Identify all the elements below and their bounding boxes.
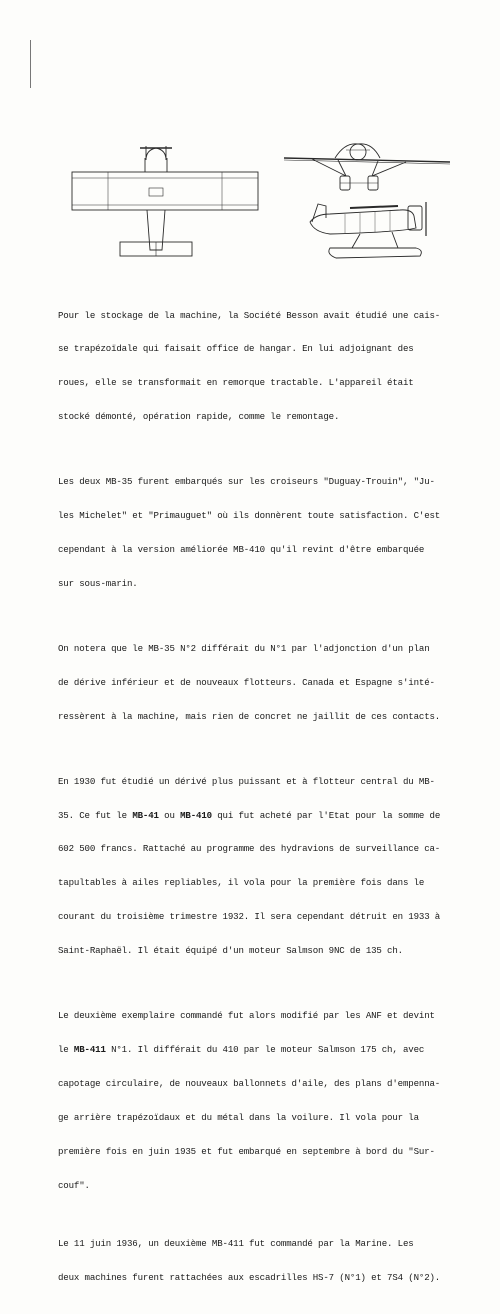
text-line: Les deux MB-35 furent embarqués sur les croiseurs "Duguay-Trouin", "Ju- xyxy=(58,476,435,488)
paragraph-mb35-n2 xyxy=(58,620,466,744)
text-line: de dérive inférieur et de nouveaux flotteurs. Canada et Espagne s'inté- xyxy=(58,676,435,688)
text-line: capotage circulaire, de nouveaux ballonnets d'aile, des plans d'empenna- xyxy=(58,1077,441,1089)
text-line: stocké démonté, opération rapide, comme le remontage. xyxy=(58,411,340,423)
text-line: les Michelet" et "Primauguet" où ils donnèrent toute satisfaction. C'est xyxy=(58,510,441,522)
text-line: 35. Ce fut le MB-41 ou MB-410 qui fut acheté par l'Etat pour la somme de xyxy=(58,809,441,821)
text-line: tapultables à ailes repliables, il vola pour la première fois dans le xyxy=(58,877,425,889)
text-line: Le deuxième exemplaire commandé fut alors modifié par les ANF et devint xyxy=(58,1010,435,1022)
text-line: ge arrière trapézoïdaux et du métal dans la voilure. Il vola pour la xyxy=(58,1111,419,1123)
text-line: En 1930 fut étudié un dérivé plus puissant et à flotteur central du MB- xyxy=(58,775,435,787)
text-line: cependant à la version améliorée MB-410 qu'il revint d'être embarquée xyxy=(58,544,425,556)
text-line: Le 11 juin 1936, un deuxième MB-411 fut commandé par la Marine. Les xyxy=(58,1238,414,1250)
paragraph-mb411 xyxy=(58,988,466,1214)
front-view-drawing xyxy=(284,144,450,190)
text-line: Pour le stockage de la machine, la Société Besson avait étudié une cais- xyxy=(58,309,441,321)
text-line: deux machines furent rattachées aux escadrilles HS-7 (N°1) et 7S4 (N°2). xyxy=(58,1271,441,1283)
article-text xyxy=(58,287,466,1314)
text-line: couf". xyxy=(58,1179,90,1191)
text-line: roues, elle se transformait en remorque tractable. L'appareil était xyxy=(58,377,414,389)
aircraft-three-view-drawings xyxy=(0,0,500,275)
text-line: Saint-Raphaël. Il était équipé d'un moteur Salmson 9NC de 135 ch. xyxy=(58,945,403,957)
top-view-drawing xyxy=(72,146,258,256)
text-line: sur sous-marin. xyxy=(58,577,138,589)
text-line: On notera que le MB-35 N°2 différait du N°1 par l'adjonction d'un plan xyxy=(58,642,430,654)
paragraph-second-mb411 xyxy=(58,1215,466,1305)
text-line: courant du troisième trimestre 1932. Il sera cependant détruit en 1933 à xyxy=(58,911,441,923)
text-line: 602 500 francs. Rattaché au programme des hydravions de surveillance ca- xyxy=(58,843,441,855)
paragraph-mb410 xyxy=(58,753,466,979)
text-line: première fois en juin 1935 et fut embarqué en septembre à bord du "Sur- xyxy=(58,1145,435,1157)
text-line: le MB-411 N°1. Il différait du 410 par le moteur Salmson 175 ch, avec xyxy=(58,1044,425,1055)
side-view-drawing xyxy=(310,202,426,258)
text-line: ressèrent à la machine, mais rien de concret ne jaillit de ces contacts. xyxy=(58,710,441,722)
paragraph-cruisers xyxy=(58,454,466,612)
text-line: se trapézoïdale qui faisait office de hangar. En lui adjoignant des xyxy=(58,343,414,355)
paragraph-storage xyxy=(58,287,466,445)
